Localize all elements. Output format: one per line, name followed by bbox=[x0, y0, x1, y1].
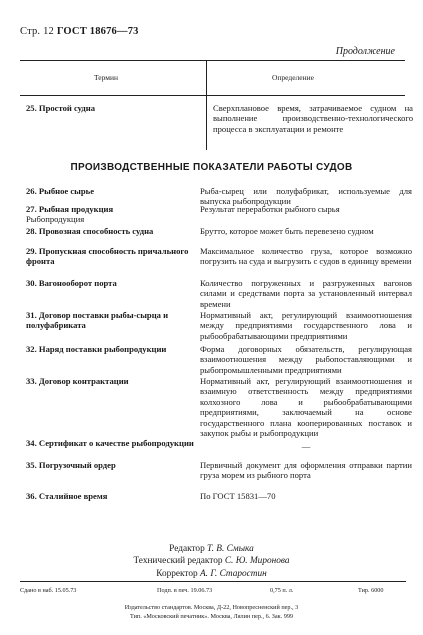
entry-definition-29: Максимальное количество груза, которое возможно погрузить на суда и выгрузить с судов в единицу времени bbox=[200, 246, 412, 267]
editors-block bbox=[0, 543, 423, 580]
footer-circulation: Тир. 6000 bbox=[358, 587, 384, 594]
entry-definition-28: Брутто, которое может быть перевезено судном bbox=[200, 226, 374, 236]
entry-term-25: 25. Простой судна bbox=[26, 103, 96, 113]
standard-number: ГОСТ 18676—73 bbox=[56, 26, 139, 37]
column-header-term: Термин bbox=[94, 73, 119, 82]
entry-definition-31: Нормативный акт, регулирующий взаимоотношения между предприятиями государственного лова и рыбообрабатывающими предприятиями bbox=[200, 310, 412, 341]
proofreader-role: Корректор bbox=[156, 568, 198, 579]
entry-definition-27: Результат переработки рыбного сырья bbox=[200, 204, 340, 214]
entry-term-34: 34. Сертификат о качестве рыбопродукции bbox=[26, 438, 194, 448]
footer-sheets: 0,75 п. л. bbox=[270, 587, 294, 594]
entry-term-29: 29. Пропускная способность причального фронта bbox=[26, 246, 189, 267]
page-number: Стр. 12 bbox=[20, 26, 54, 37]
footer-divider bbox=[20, 581, 406, 582]
tech-editor-line bbox=[0, 555, 423, 567]
proofreader-line bbox=[0, 568, 423, 580]
tech-editor-role: Технический редактор bbox=[133, 556, 223, 567]
proofreader-name: А. Г. Старостин bbox=[200, 568, 267, 579]
footer-imprint bbox=[0, 604, 423, 621]
entry-definition-30: Количество погруженных и разгруженных вагонов силами и средствами порта за установленный интервал времени bbox=[200, 278, 412, 309]
entry-term-26: 26. Рыбное сырье bbox=[26, 186, 95, 196]
footer-printer: Тип. «Московский печатник». Москва, Лялин пер., 6. Зак. 999 bbox=[129, 612, 294, 620]
tech-editor-name: С. Ю. Миронова bbox=[224, 556, 290, 567]
continuation-label: Продолжение bbox=[335, 46, 395, 57]
editor-line bbox=[0, 543, 423, 555]
editor-role: Редактор bbox=[169, 544, 205, 554]
column-divider-body bbox=[206, 96, 207, 150]
entry-definition-36: По ГОСТ 15831—70 bbox=[200, 491, 276, 501]
column-header-definition: Определение bbox=[272, 73, 314, 82]
column-divider bbox=[206, 61, 207, 95]
entry-term-32: 32. Наряд поставки рыбопродукции bbox=[26, 344, 167, 354]
entry-definition-33: Нормативный акт, регулирующий взаимоотношения и взаимную ответственность между предприятиями колхозного лова и рыбообрабатывающими предприятиями, заключаемый на основе государственного плана кооперированных поставок и закупок рыбы и рыбопродукции bbox=[200, 376, 412, 439]
entry-term-36: 36. Сталийное время bbox=[26, 491, 108, 501]
footer-publisher: Издательство стандартов. Москва, Д-22, Новопресненский пер., 3 bbox=[124, 604, 299, 611]
entry-definition-26: Рыба-сырец или полуфабрикат, используемые для выпуска рыбопродукции bbox=[200, 186, 412, 207]
entry-term-27 bbox=[26, 204, 198, 225]
entry-term-27-main: 27. Рыбная продукция bbox=[26, 204, 114, 214]
footer-signed: Подп. в печ. 19.06.73 bbox=[157, 587, 213, 594]
entry-term-33: 33. Договор контрактации bbox=[26, 376, 129, 386]
entry-definition-25: Сверхплановое время, затрачиваемое судном на выполнение производственно-технологического процесса в эксплуатации и ремонте bbox=[213, 103, 413, 134]
footer-sent: Сдано в наб. 15.05.73 bbox=[20, 587, 77, 594]
section-title: ПРОИЗВОДСТВЕННЫЕ ПОКАЗАТЕЛИ РАБОТЫ СУДОВ bbox=[70, 162, 353, 173]
entry-term-28: 28. Провозная способность судна bbox=[26, 226, 154, 236]
page-header bbox=[20, 26, 139, 37]
entry-definition-32: Форма договорных обязательств, регулирующая взаимоотношения между рыбопоставляющими и рыбопромышленными предприятиями bbox=[200, 344, 412, 375]
entry-term-35: 35. Погрузочный ордер bbox=[26, 460, 116, 470]
entry-term-31: 31. Договор поставки рыбы-сырца и полуфабриката bbox=[26, 310, 169, 331]
editor-name: Т. В. Смыка bbox=[207, 544, 254, 554]
entry-definition-34: — bbox=[301, 441, 311, 451]
entry-term-27-sub: Рыбопродукция bbox=[26, 214, 85, 225]
entry-definition-35: Первичный документ для оформления отправки партии груза морем из рыбного порта bbox=[200, 460, 412, 481]
table-header bbox=[20, 60, 405, 96]
entry-term-30: 30. Вагонооборот порта bbox=[26, 278, 117, 288]
